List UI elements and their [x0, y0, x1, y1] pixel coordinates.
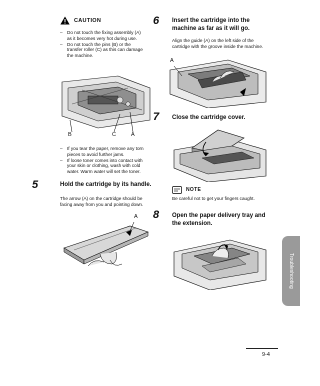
note-icon: [172, 186, 182, 194]
tips-list: [60, 146, 146, 175]
note-header: [172, 186, 201, 194]
list-item: – If loose toner comes into contact with your skin or clothing, wash with cold water. Warm water will set the toner.: [60, 157, 143, 174]
list-item: – If you tear the paper, remove any torn pieces to avoid further jams.: [60, 146, 144, 157]
page-number: 9-4: [262, 352, 270, 358]
list-item: – Do not touch the fixing assembly (A) as it becomes very hot during use.: [60, 30, 141, 41]
step8-title: Open the paper delivery tray and the extension.: [172, 213, 266, 227]
close-cover-illustration: [172, 128, 268, 182]
step5-figure-label-a: A: [134, 214, 138, 220]
step6-text: Align the guide (A) on the left side of the cartridge with the groove inside the machine.: [172, 38, 264, 49]
step-number-7: 7: [153, 111, 160, 123]
figure-label-c: C: [112, 132, 116, 138]
caution-list: [60, 30, 146, 59]
figure-label-a: A: [131, 132, 135, 138]
step5-text: The arrow (A) on the cartridge should be facing away from you and pointing down.: [60, 196, 144, 207]
insert-cartridge-illustration: [168, 58, 268, 108]
list-item: – Do not touch the pins (B) or the transfer roller (C) as this can damage the machine.: [60, 41, 143, 58]
caution-header: [60, 16, 101, 25]
delivery-tray-illustration: [172, 234, 268, 290]
note-label: NOTE: [186, 187, 202, 193]
footer-divider: [246, 348, 278, 349]
step6-title: Insert the cartridge into the machine as far as it will go.: [172, 18, 250, 32]
warning-icon: [60, 16, 70, 25]
figure-label-b: B: [68, 132, 72, 138]
section-tab: [282, 236, 300, 306]
cartridge-handle-illustration: [60, 214, 152, 272]
caution-label: CAUTION: [74, 17, 102, 24]
step7-title: Close the cartridge cover.: [172, 115, 246, 121]
section-tab-label: Troubleshooting: [288, 253, 294, 289]
step5-title: Hold the cartridge by its handle.: [60, 182, 152, 188]
step-number-8: 8: [153, 209, 160, 221]
step-number-5: 5: [32, 179, 39, 191]
step6-figure-label-a: A: [170, 58, 174, 64]
fixing-assembly-illustration: [58, 74, 154, 136]
step-number-6: 6: [153, 15, 160, 27]
note-text: Be careful not to get your fingers caught.: [172, 196, 255, 201]
